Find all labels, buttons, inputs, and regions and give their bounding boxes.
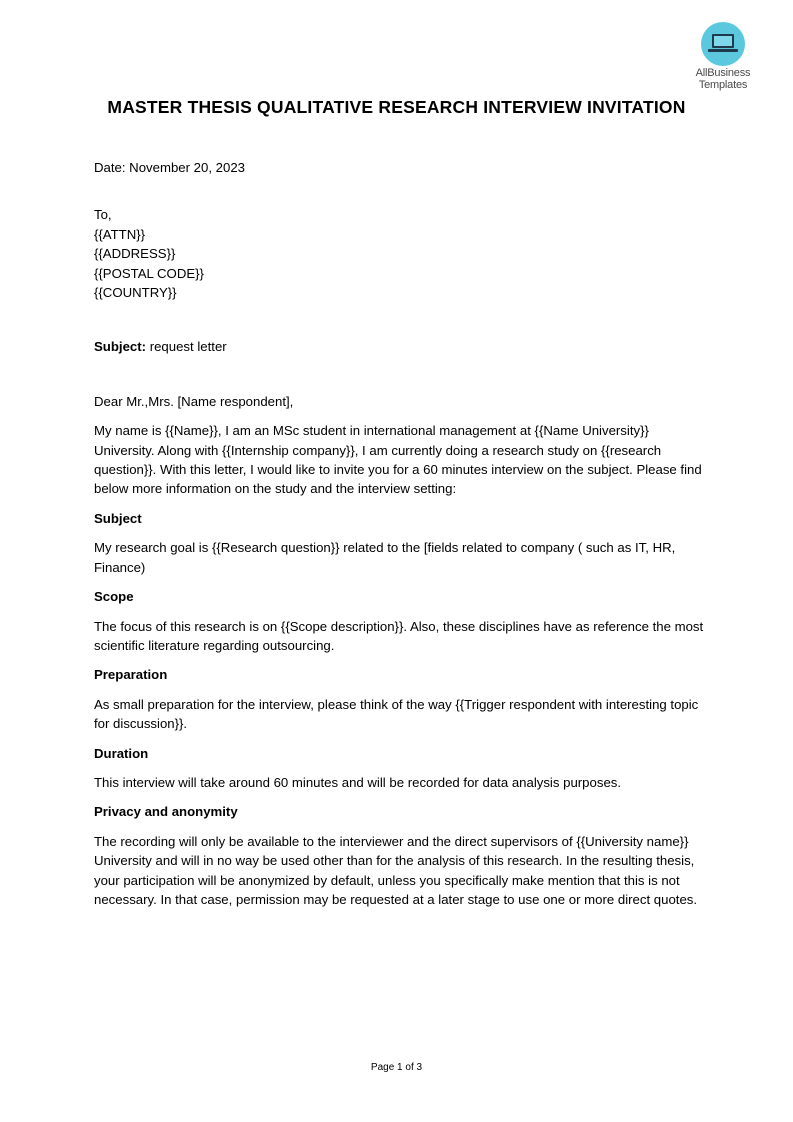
allbusiness-templates-logo: [690, 22, 762, 94]
section-heading-preparation: Preparation: [94, 667, 168, 683]
section-heading-privacy: Privacy and anonymity: [94, 804, 238, 820]
subject-label: Subject:: [94, 339, 147, 355]
recipient-address: [94, 205, 704, 302]
intro-paragraph: My name is {{Name}}, I am an MSc student in international management at {{Name University}} University. Along with {{Internship company}}, I am currently doing a research study on {{research question}}. With this letter, I would like to invite you for a 60 minutes interview on the subject. Please find below more information on the study and the interview setting:: [94, 423, 702, 497]
page-footer: Page 1 of 3: [370, 1062, 423, 1073]
logo-line-2: Templates: [698, 79, 748, 91]
address-postal-code: {{POSTAL CODE}}: [94, 265, 204, 281]
section-heading-duration: Duration: [94, 745, 149, 761]
address-attn: {{ATTN}}: [94, 226, 146, 242]
address-to: To,: [94, 207, 112, 223]
laptop-base: [708, 49, 738, 52]
logo-brand-text: [686, 67, 760, 91]
section-heading-scope: Scope: [94, 589, 134, 605]
section-text-privacy: The recording will only be available to the interviewer and the direct supervisors of {{University name}} University and will in no way be used other than for the analysis of this research. In the resulting thesis, your participation will be anonymized by default, unless you specifically make mention that this is not necessary. In that case, permission may be requested at a later stage to use one or more direct quotes.: [94, 833, 698, 907]
logo-circle: [701, 22, 745, 66]
address-street: {{ADDRESS}}: [94, 246, 176, 262]
subject-value: request letter: [149, 339, 227, 355]
section-text-subject: My research goal is {{Research question}} related to the [fields related to company ( such as IT, HR, Finance): [94, 540, 676, 575]
letter-date: Date: November 20, 2023: [94, 160, 246, 175]
section-text-scope: The focus of this research is on {{Scope description}}. Also, these disciplines have as reference the most scientific literature regarding outsourcing.: [94, 618, 704, 653]
logo-line-1: AllBusiness: [695, 67, 751, 79]
section-text-duration: This interview will take around 60 minutes and will be recorded for data analysis purposes.: [94, 774, 622, 790]
laptop-icon: [712, 34, 734, 48]
address-country: {{COUNTRY}}: [94, 285, 177, 301]
salutation: Dear Mr.,Mrs. [Name respondent],: [94, 393, 294, 409]
section-text-preparation: As small preparation for the interview, please think of the way {{Trigger respondent with interesting topic for discussion}}.: [94, 696, 699, 732]
subject-line: [94, 337, 704, 356]
document-title: MASTER THESIS QUALITATIVE RESEARCH INTERVIEW INVITATION: [107, 97, 686, 117]
letter-body: [94, 158, 704, 919]
section-heading-subject: Subject: [94, 510, 142, 526]
